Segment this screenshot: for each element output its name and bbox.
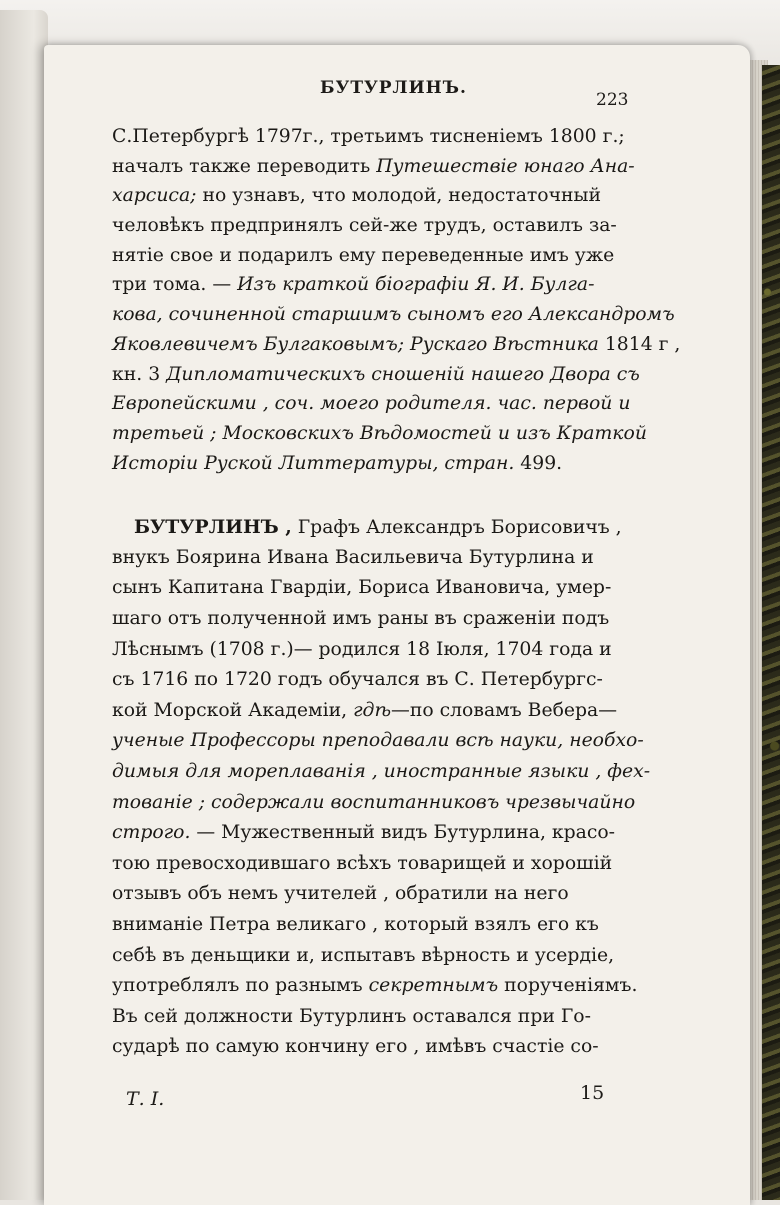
text-line (112, 788, 672, 819)
text-line (112, 543, 672, 574)
text-line (112, 573, 672, 604)
text-segment: сударѣ по самую кончину его , имѣвъ счастіе со- (112, 1036, 599, 1058)
text-segment: но узнавъ, что молодой, недостаточный (196, 185, 601, 207)
text-segment: —по словамъ Вебера— (391, 699, 618, 721)
text-segment: Въ сей должности Бутурлинъ оставался при Го- (112, 1005, 591, 1027)
text-segment: сынъ Капитана Гвардіи, Бориса Ивановича, умер- (112, 577, 612, 599)
text-segment: началъ также переводить (112, 155, 377, 177)
text-segment: Лѣснымъ (1708 г.)— родился 18 Іюля, 1704 года и (112, 638, 612, 660)
text-segment: шаго отъ полученной имъ раны въ сраженіи подъ (112, 608, 610, 630)
text-line (112, 971, 672, 1002)
text-segment: — Мужественный видъ Бутурлина, красо- (190, 822, 616, 844)
paragraph-gap (112, 478, 672, 512)
text-segment: Изъ краткой біографіи Я. И. Булга- (237, 274, 595, 296)
text-segment: себѣ въ деньщики и, испытавъ вѣрность и усердіе, (112, 944, 615, 966)
text-line (112, 910, 672, 941)
text-line (112, 512, 672, 543)
text-line (112, 389, 672, 419)
text-segment: димыя для мореплаванія , иностранные языки , фех- (112, 761, 651, 782)
text-segment: Путешествіе юнаго Ана- (376, 155, 635, 177)
text-segment: тованіе ; содержали воспитанниковъ чрезвычайно (112, 791, 636, 813)
previous-page-edge (0, 10, 48, 1200)
text-segment: отзывъ объ немъ учителей , обратили на него (112, 883, 569, 905)
text-line (112, 330, 681, 360)
text-segment: съ 1716 по 1720 годъ обучался въ С. Петербургс- (112, 669, 603, 691)
text-line (112, 849, 672, 880)
text-segment: тою превосходившаго всѣхъ товарищей и хорошій (112, 852, 613, 874)
text-segment: человѣкъ предпринялъ сей-же трудъ, оставилъ за- (112, 215, 617, 237)
text-line (112, 449, 672, 479)
text-segment: гдѣ (353, 699, 392, 721)
text-segment: употреблялъ по разнымъ (112, 975, 369, 997)
text-line (112, 879, 672, 910)
text-line (112, 419, 672, 449)
text-segment: три тома. — (112, 274, 238, 296)
text-segment: ученые Профессоры преподавали всѣ науки, необхо- (112, 730, 644, 752)
text-line (112, 181, 672, 211)
text-segment: харсиса; (112, 185, 197, 207)
text-segment: порученіямъ. (498, 975, 638, 997)
text-line (112, 665, 672, 696)
text-line (112, 300, 675, 330)
text-line (112, 635, 672, 666)
text-line (112, 152, 672, 182)
text-segment: нятіе свое и подарилъ ему переведенные имъ уже (112, 244, 615, 266)
text-segment: вниманіе Петра великаго , который взялъ его къ (112, 913, 599, 935)
text-line (112, 270, 672, 300)
text-segment: Графъ Александръ Борисовичъ , (291, 517, 622, 539)
page-header (80, 78, 640, 118)
text-line (112, 241, 672, 271)
marbled-cover-edge (762, 65, 780, 1200)
text-segment: секретнымъ (368, 975, 499, 997)
text-line (112, 122, 672, 152)
text-line (112, 211, 672, 241)
page-body (112, 122, 681, 1063)
text-line (112, 726, 672, 757)
text-segment: 499. (520, 452, 563, 474)
text-line (112, 1002, 672, 1033)
text-segment: кн. 3 (112, 363, 167, 385)
text-segment: Европейскими , соч. моего родителя. час. первой и (112, 393, 631, 415)
entry-paragraph-buturlin (112, 512, 672, 1063)
text-line (112, 604, 672, 635)
text-line (112, 360, 672, 390)
text-segment: Дипломатическихъ сношеній нашего Двора съ (166, 363, 640, 385)
text-segment: Исторіи Руской Литтературы, стран. (112, 452, 521, 474)
text-segment: 1814 г , (604, 333, 681, 355)
text-line (112, 696, 672, 727)
entry-paragraph-sources (112, 122, 681, 478)
text-line (112, 818, 672, 849)
page-footer (112, 1082, 632, 1116)
text-segment: кова, сочиненной старшимъ сыномъ его Александромъ (112, 304, 675, 326)
text-line (112, 757, 672, 788)
text-line (112, 1032, 672, 1063)
text-segment: третьей ; Московскихъ Вѣдомостей и изъ Краткой (112, 422, 647, 444)
text-segment: внукъ Боярина Ивана Васильевича Бутурлина и (112, 546, 594, 568)
text-segment: Яковлевичемъ Булгаковымъ; Рускаго Вѣстника (112, 333, 605, 355)
volume-mark: Т. I. (126, 1088, 165, 1110)
text-segment: кой Морской Академіи, (112, 699, 354, 721)
running-head: БУТУРЛИНЪ. (320, 78, 467, 98)
text-segment: строго. (112, 822, 191, 844)
text-segment: БУТУРЛИНЪ , (134, 516, 292, 539)
page-number: 223 (596, 90, 629, 110)
text-line (112, 941, 672, 972)
text-segment: С.Петербургѣ 1797г., третьимъ тисненіемъ 1800 г.; (112, 126, 625, 147)
signature-mark: 15 (580, 1082, 605, 1104)
